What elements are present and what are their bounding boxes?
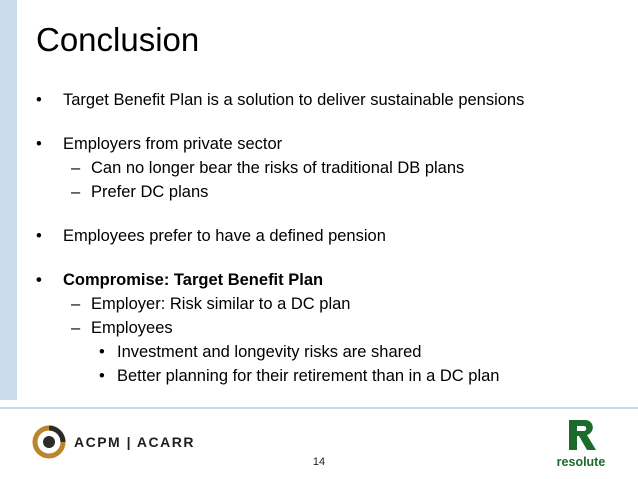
bullet-text: Can no longer bear the risks of traditional DB plans bbox=[91, 159, 465, 177]
bullet-text: Employees bbox=[91, 319, 173, 337]
resolute-logo bbox=[541, 418, 621, 469]
bullet-text: Employers from private sector bbox=[63, 135, 283, 153]
sub-bullet-item bbox=[36, 156, 626, 180]
sub-sub-bullet-item bbox=[36, 364, 626, 388]
sub-bullet-item bbox=[36, 292, 626, 316]
bullet-marker: • bbox=[36, 271, 42, 289]
accent-bar bbox=[0, 0, 17, 400]
bullet-list bbox=[36, 88, 626, 388]
bullet-item bbox=[36, 224, 626, 248]
dash-marker: – bbox=[71, 319, 81, 337]
dash-marker: – bbox=[71, 183, 81, 201]
bullet-item bbox=[36, 88, 626, 112]
resolute-logo-text: resolute bbox=[556, 455, 606, 469]
acpm-ring-icon bbox=[32, 425, 66, 459]
page-number: 14 bbox=[312, 456, 326, 468]
sub-sub-bullet-item bbox=[36, 340, 626, 364]
sub-bullet-item bbox=[36, 316, 626, 340]
resolute-r-icon bbox=[561, 418, 601, 452]
bullet-text: Compromise: Target Benefit Plan bbox=[63, 271, 324, 289]
page-title: Conclusion bbox=[36, 21, 200, 58]
sub-bullet-item bbox=[36, 180, 626, 204]
dash-marker: – bbox=[71, 159, 81, 177]
acpm-logo bbox=[32, 425, 195, 459]
bullet-marker: • bbox=[99, 343, 105, 361]
acpm-logo-text: ACPM | ACARR bbox=[74, 434, 195, 450]
bullet-marker: • bbox=[36, 135, 42, 153]
bullet-marker: • bbox=[36, 227, 42, 245]
dash-marker: – bbox=[71, 295, 81, 313]
bullet-text: Target Benefit Plan is a solution to deliver sustainable pensions bbox=[63, 91, 525, 109]
bullet-item bbox=[36, 132, 626, 156]
bullet-text: Employer: Risk similar to a DC plan bbox=[91, 295, 351, 313]
bullet-text: Employees prefer to have a defined pension bbox=[63, 227, 386, 245]
bullet-text: Investment and longevity risks are shared bbox=[117, 343, 422, 361]
footer-divider bbox=[0, 407, 638, 409]
bullet-text: Better planning for their retirement than in a DC plan bbox=[117, 367, 500, 385]
bullet-marker: • bbox=[36, 91, 42, 109]
bullet-marker: • bbox=[99, 367, 105, 385]
bullet-text: Prefer DC plans bbox=[91, 183, 209, 201]
bullet-item bbox=[36, 268, 626, 292]
